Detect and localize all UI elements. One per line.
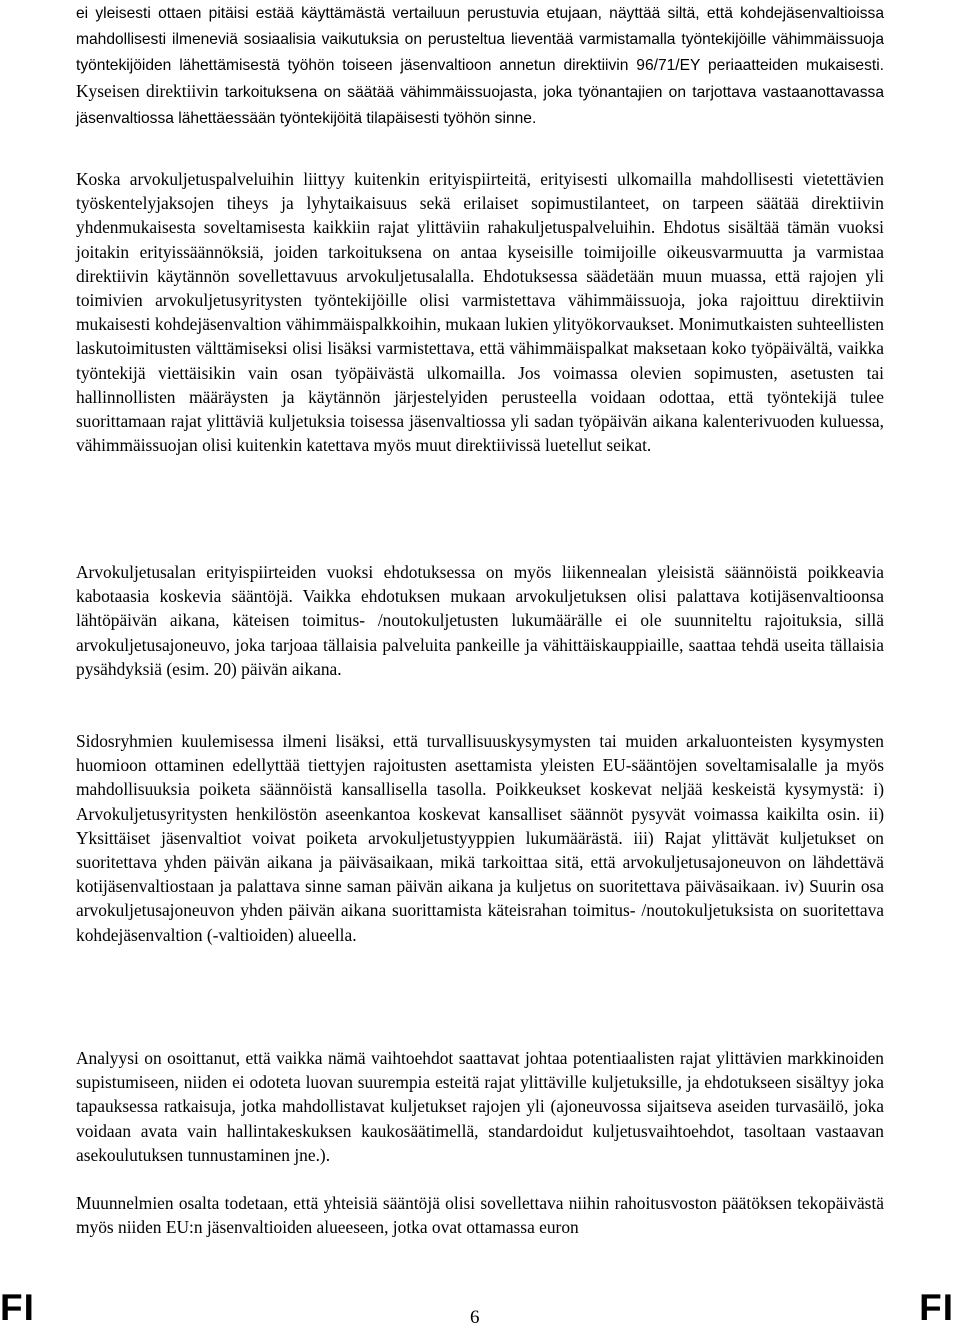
paragraph-6-text: Muunnelmien osalta todetaan, että yhteisiä sääntöjä olisi sovellettava niihin rahoitusvoston päätöksen tekopäivästä myös niiden EU:n jäsenvaltioiden alueeseen, jotka ovat ottamassa euron	[76, 1193, 884, 1238]
paragraph-1-segment-3: tarkoituksena on säätää vähimmäissuojasta, joka työnantajien on tarjottava vastaanottavassa jäsenvaltiossa lähettäessään työntekijöitä tilapäisesti työhön sinne.	[76, 83, 885, 127]
paragraph-5	[76, 1046, 884, 1167]
footer-language-code-left: FI	[0, 1287, 35, 1328]
paragraph-1-segment-2: Kyseisen direktiivin	[76, 80, 225, 101]
paragraph-2	[76, 167, 884, 457]
paragraph-3	[76, 560, 884, 681]
paragraph-3-text: Arvokuljetusalan erityispiirteiden vuoksi ehdotuksessa on myös liikennealan yleisistä säännöistä poikkeavia kabotaasia koskevia sääntöjä. Vaikka ehdotuksen mukaan arvokuljetuksen olisi palattava kotijäsenvaltioonsa lähtöpäivän aikana, käteisen toimitus- /noutokuljetusten lukumäärälle ei ole suunniteltu rajoituksia, sillä arvokuljetusajoneuvo, joka tarjoaa tällaisia palveluita pankeille ja vähittäiskauppiaille, saattaa tehdä useita tällaisia pysähdyksiä (esim. 20) päivän aikana.	[76, 562, 884, 679]
paragraph-2-text: Koska arvokuljetuspalveluihin liittyy kuitenkin erityispiirteitä, erityisesti ulkomailla mahdollisesti vietettävien työskentelyjaksojen tiheys ja lyhytaikaisuus sekä erilaiset sopimustilanteet, on tarpeen säätää direktiivin yhdenmukaisesta soveltamisesta kaikkiin rajat ylittäviin rahakuljetuspalveluihin. Ehdotus sisältää tämän vuoksi joitakin erityissäännöksiä, joiden tarkoituksena on antaa kyseisille toimijoille oikeusvarmuutta ja varmistaa direktiivin käytännön sovellettavuus arvokuljetusalalla. Ehdotuksessa säädetään muun muassa, että rajojen yli toimivien arvokuljetusyritysten työntekijöille olisi varmistettava vähimmäissuoja, joka rajoittuu direktiivin mukaisesti kohdejäsenvaltion vähimmäispalkkoihin, mukaan lukien ylityökorvaukset. Monimutkaisten suhteellisten laskutoimitusten välttämiseksi olisi lisäksi varmistettava, että vähimmäispalkat maksetaan koko työpäivältä, vaikka työntekijä viettäisikin vain osan työpäivästä ulkomailla. Jos voimassa olevien sopimusten, asetusten tai hallinnollisten määräysten ja käytännön järjestelyiden perusteella voidaan odottaa, että työntekijä tulee suorittamaan rajat ylittäviä kuljetuksia toisessa jäsenvaltiossa yli sadan työpäivän aikana kalenterivuoden kuluessa, vähimmäissuojan olisi kuitenkin katettava myös muut direktiivissä luetellut seikat.	[76, 169, 884, 456]
paragraph-1-segment-1: ei yleisesti ottaen pitäisi estää käyttämästä vertailuun perustuvia etujaan, näyttää siltä, että kohdejäsenvaltioissa mahdollisesti ilmeneviä sosiaalisia vaikutuksia on perusteltua lieventää varmistamalla työntekijöille vähimmäissuoja työntekijöiden lähettämisestä työhön toiseen jäsenvaltioon annetun direktiivin 96/71/EY periaatteiden mukaisesti.	[76, 5, 884, 75]
footer-language-code-right: FI	[919, 1287, 954, 1328]
paragraph-6	[76, 1191, 884, 1239]
paragraph-4-text: Sidosryhmien kuulemisessa ilmeni lisäksi, että turvallisuuskysymysten tai muiden arkaluonteisten kysymysten huomioon ottaminen edellyttää tiettyjen rajoitusten asettamista yleisten EU-sääntöjen soveltamisalalle ja myös mahdollisuuksia poiketa säännöistä kansallisella tasolla. Poikkeukset koskevat neljää keskeistä kysymystä: i) Arvokuljetusyritysten henkilöstön aseenkantoa koskevat kansalliset säännöt pysyvät voimassa kaikilta osin. ii) Yksittäiset jäsenvaltiot voivat poiketa arvokuljetustyyppien lukumäärästä. iii) Rajat ylittävät kuljetukset on suoritettava yhden päivän aikana ja päiväsaikaan, mikä tarkoittaa sitä, että arvokuljetusajoneuvon on lähdettävä kotijäsenvaltiostaan ja palattava sinne saman päivän aikana ja kuljetus on suoritettava päiväsaikaan. iv) Suurin osa arvokuljetusajoneuvon yhden päivän aikana suorittamista käteisrahan toimitus- /noutokuljetuksista on suoritettava kohdejäsenvaltion (-valtioiden) alueella.	[76, 731, 884, 945]
paragraph-1	[76, 0, 884, 131]
page-number: 6	[470, 1307, 480, 1328]
paragraph-4	[76, 729, 884, 947]
paragraph-5-text: Analyysi on osoittanut, että vaikka nämä vaihtoehdot saattavat johtaa potentiaalisten rajat ylittävien markkinoiden supistumiseen, niiden ei odoteta luovan suurempia esteitä rajat ylittäville kuljetuksille, ja ehdotukseen sisältyy joka tapauksessa ratkaisuja, jotka mahdollistavat kuljetukset rajojen yli (ajoneuvossa sijaitseva aseiden turvasäilö, joka voidaan avata vain hallintakeskuksen kaukosäätimellä, standardoidut kuljetusvaihtoehdot, tasoltaan vastaavan asekoulutuksen tunnustaminen jne.).	[76, 1048, 884, 1165]
